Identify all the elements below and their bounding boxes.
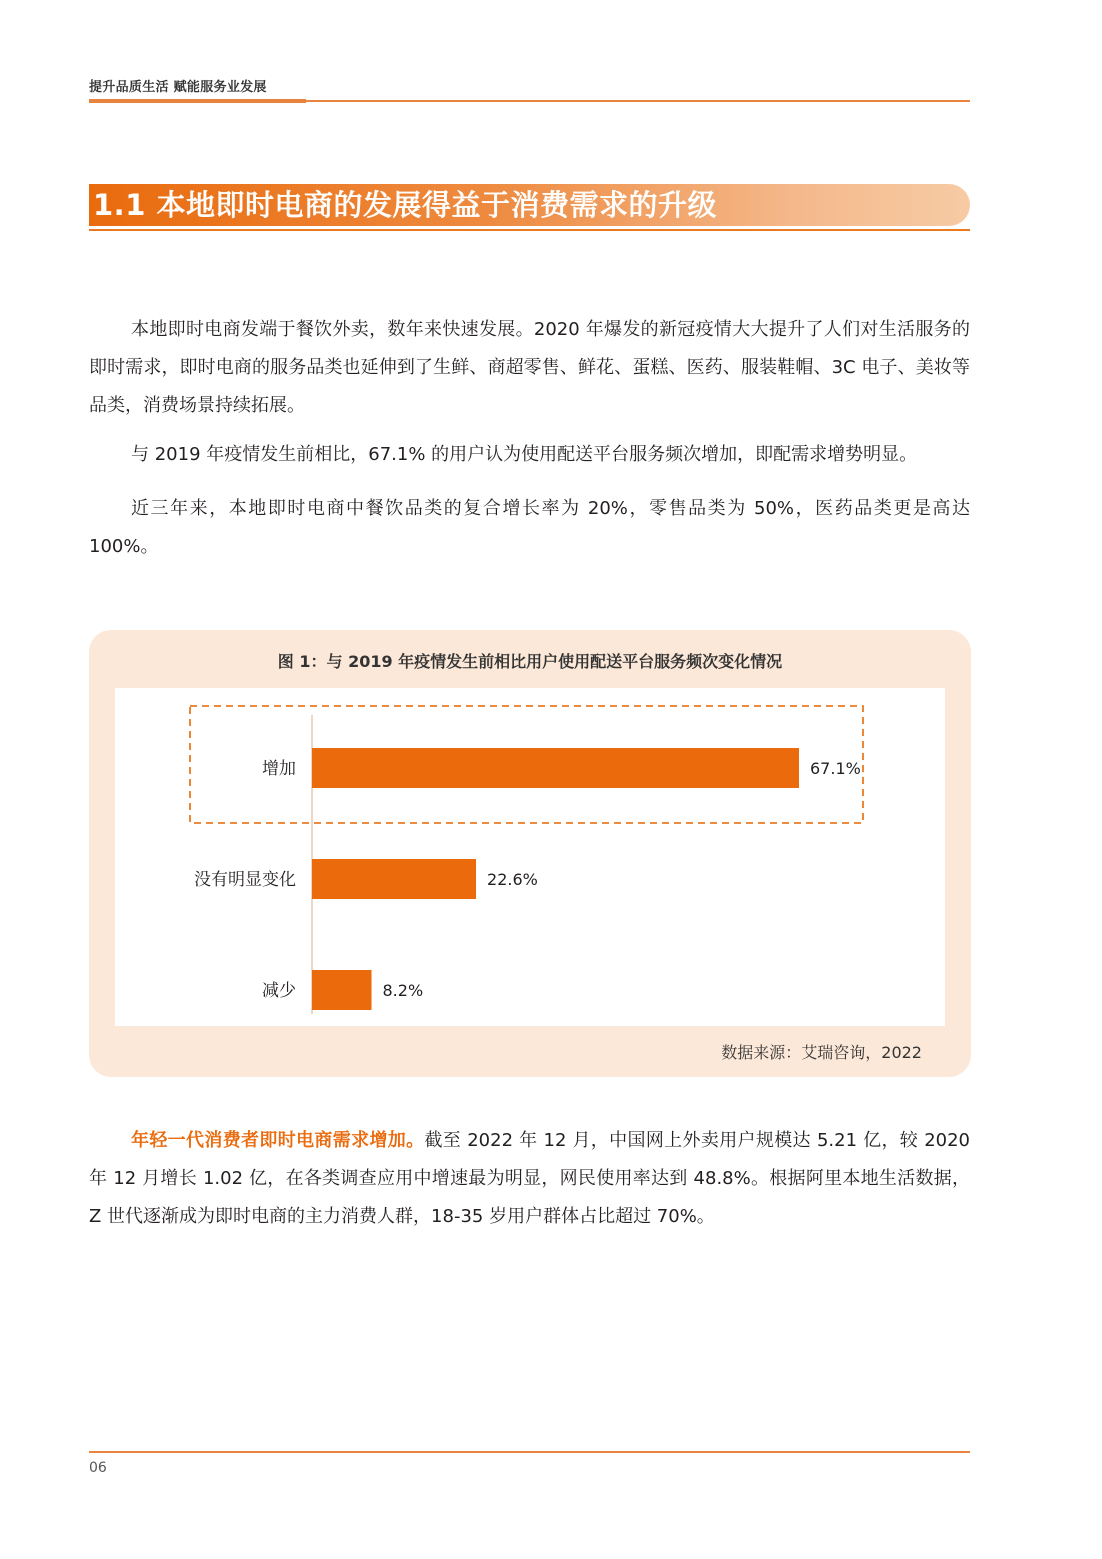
- body-paragraph-4: [89, 1122, 970, 1236]
- category-label-1: 没有明显变化: [194, 870, 296, 890]
- paragraph-body: 截至 2022 年 12 月，中国网上外卖用户规模达 5.21 亿，较 2020 年 12 月增长 1.02 亿，在各类调查应用中增速最为明显，网民使用率达到 48.8%。根据阿里本地生活数据，Z 世代逐渐成为即时电商的主力消费人群，18-35 岁用户群体占比超过 70%。: [89, 1130, 970, 1227]
- header-rule-accent: [89, 99, 306, 103]
- value-label-1: 22.6%: [487, 870, 538, 889]
- chart-title: 图 1：与 2019 年疫情发生前相比用户使用配送平台服务频次变化情况: [277, 652, 783, 671]
- page-number: 06: [89, 1460, 107, 1476]
- body-paragraph-2: 与 2019 年疫情发生前相比，67.1% 的用户认为使用配送平台服务频次增加，即配需求增势明显。: [131, 444, 918, 465]
- bar-2: [312, 970, 372, 1010]
- value-label-2: 8.2%: [382, 981, 424, 1000]
- section-title: 1.1 本地即时电商的发展得益于消费需求的升级: [93, 188, 717, 222]
- bar-chart: [115, 688, 945, 1026]
- section-banner-underline: [89, 229, 970, 231]
- chart-plot-background: [115, 688, 945, 1026]
- bar-0: [312, 748, 799, 788]
- running-header: 提升品质生活 赋能服务业发展: [89, 80, 267, 95]
- paragraph-highlight: 年轻一代消费者即时电商需求增加。: [131, 1130, 425, 1151]
- body-paragraph-1: 本地即时电商发端于餐饮外卖，数年来快速发展。2020 年爆发的新冠疫情大大提升了人们对生活服务的即时需求，即时电商的服务品类也延伸到了生鲜、商超零售、鲜花、蛋糕、医药、服装鞋帽、3C 电子、美妆等品类，消费场景持续拓展。: [89, 319, 970, 416]
- footer-rule: [89, 1451, 970, 1453]
- value-label-0: 67.1%: [810, 759, 861, 778]
- category-label-0: 增加: [262, 759, 296, 779]
- body-paragraph-3: 近三年来，本地即时电商中餐饮品类的复合增长率为 20%，零售品类为 50%，医药品类更是高达 100%。: [89, 498, 970, 557]
- category-label-2: 减少: [262, 981, 296, 1001]
- bar-1: [312, 859, 476, 899]
- chart-source: 数据来源：艾瑞咨询，2022: [721, 1043, 922, 1062]
